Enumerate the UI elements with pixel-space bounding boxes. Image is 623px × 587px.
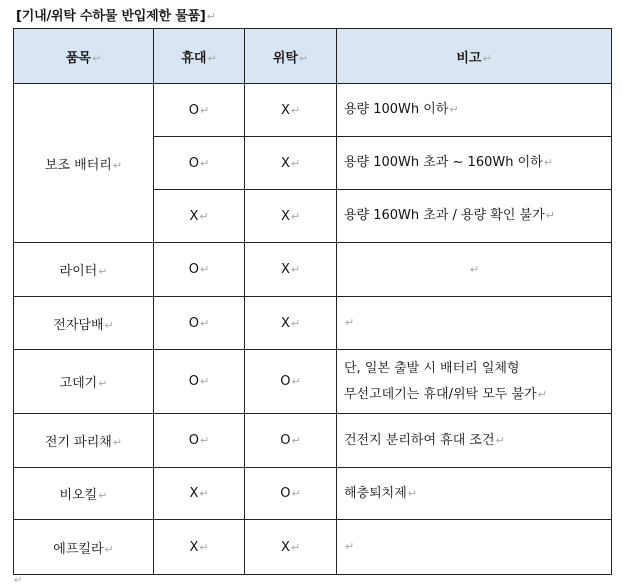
note-cell: 용량 160Wh 초과 / 용량 확인 불가↵ <box>337 190 612 243</box>
paragraph-mark: ↵ <box>14 575 23 586</box>
carry-on-cell: O↵ <box>154 137 245 190</box>
table-row <box>14 297 612 350</box>
header-note: 비고↵ <box>337 29 612 84</box>
item-cell: 에프킬라↵ <box>14 520 154 575</box>
table-row <box>14 84 612 137</box>
note-cell: ↵ <box>337 243 612 297</box>
table-row <box>14 468 612 520</box>
note-cell: 건전지 분리하여 휴대 조건↵ <box>337 414 612 468</box>
checked-cell: X↵ <box>245 297 337 350</box>
carry-on-cell: X↵ <box>154 190 245 243</box>
note-cell: 단, 일본 출발 시 배터리 일체형 무선고데기는 휴대/위탁 모두 불가↵ <box>337 350 612 414</box>
table-row <box>14 520 612 575</box>
checked-cell: O↵ <box>245 350 337 414</box>
carry-on-cell: X↵ <box>154 520 245 575</box>
checked-cell: X↵ <box>245 84 337 137</box>
table-row <box>14 414 612 468</box>
header-item: 품목↵ <box>14 29 154 84</box>
item-cell: 전자담배↵ <box>14 297 154 350</box>
title-text: [기내/위탁 수하물 반입제한 물품] <box>16 9 206 24</box>
table-row <box>14 243 612 297</box>
header-checked: 위탁↵ <box>245 29 337 84</box>
carry-on-cell: X↵ <box>154 468 245 520</box>
document-title <box>16 5 216 24</box>
carry-on-cell: O↵ <box>154 350 245 414</box>
battery-item-cell: 보조 배터리↵ <box>14 84 154 243</box>
checked-cell: X↵ <box>245 137 337 190</box>
checked-cell: X↵ <box>245 520 337 575</box>
note-cell: ↵ <box>337 297 612 350</box>
carry-on-cell: O↵ <box>154 414 245 468</box>
checked-cell: O↵ <box>245 468 337 520</box>
item-cell: 비오킬↵ <box>14 468 154 520</box>
item-cell: 라이터↵ <box>14 243 154 297</box>
carry-on-cell: O↵ <box>154 297 245 350</box>
table-row <box>14 350 612 414</box>
table-header-row <box>14 29 612 84</box>
header-carry-on: 휴대↵ <box>154 29 245 84</box>
checked-cell: X↵ <box>245 243 337 297</box>
paragraph-mark: ↵ <box>206 10 216 23</box>
checked-cell: O↵ <box>245 414 337 468</box>
checked-cell: X↵ <box>245 190 337 243</box>
note-cell: 용량 100Wh 초과 ~ 160Wh 이하↵ <box>337 137 612 190</box>
note-cell: 용량 100Wh 이하↵ <box>337 84 612 137</box>
restricted-items-table <box>13 28 612 575</box>
item-cell: 고데기↵ <box>14 350 154 414</box>
carry-on-cell: O↵ <box>154 243 245 297</box>
item-cell: 전기 파리채↵ <box>14 414 154 468</box>
note-cell: 해충퇴치제↵ <box>337 468 612 520</box>
carry-on-cell: O↵ <box>154 84 245 137</box>
note-cell: ↵ <box>337 520 612 575</box>
